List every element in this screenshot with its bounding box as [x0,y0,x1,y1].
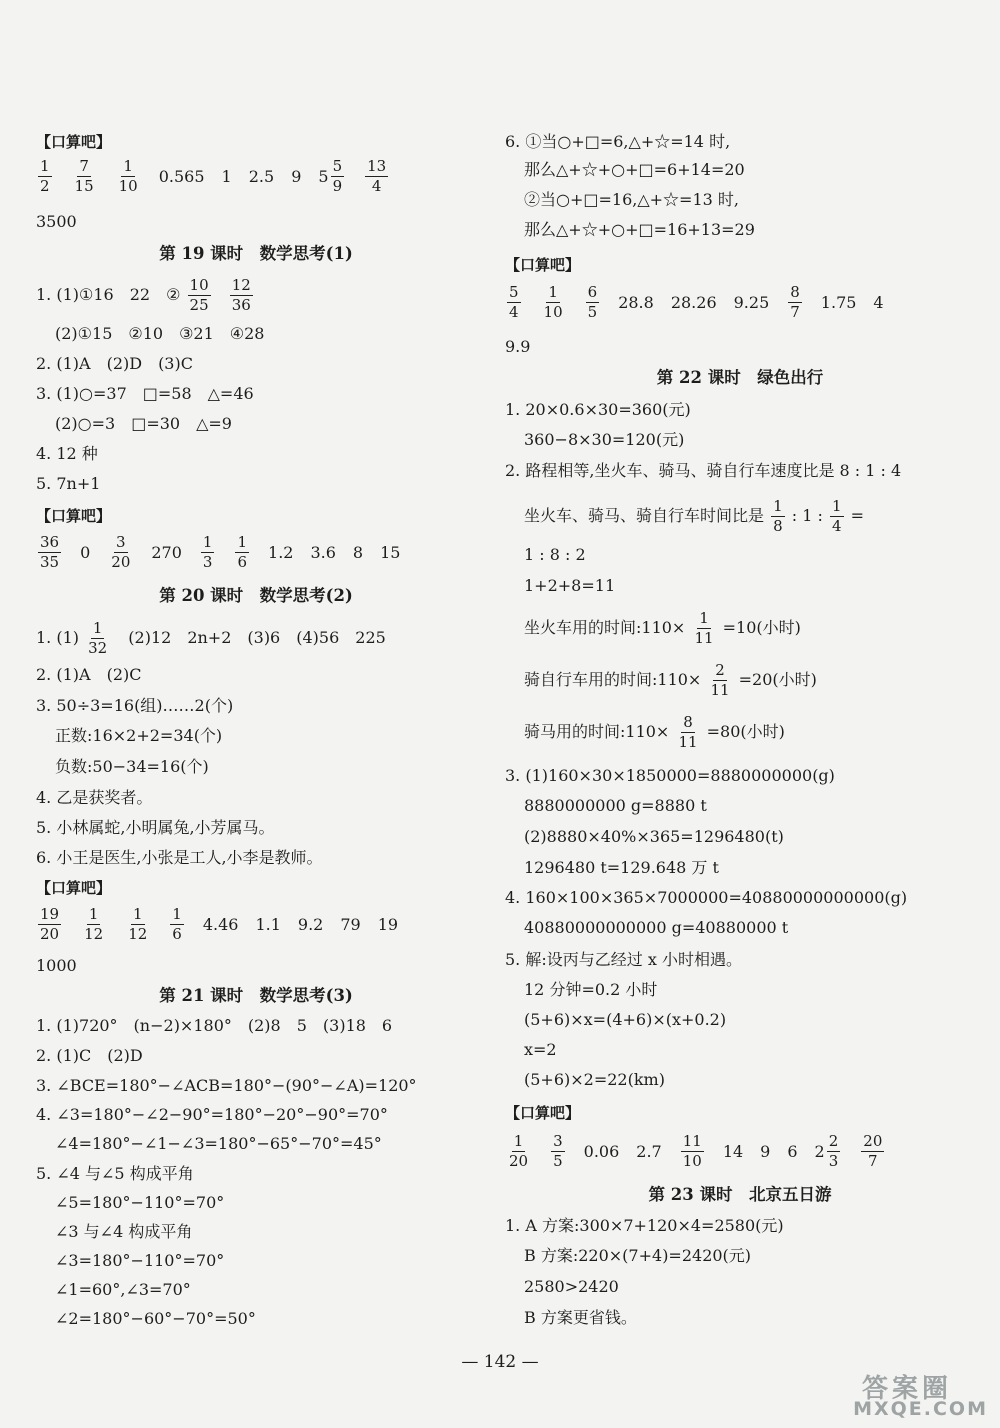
answer-line: 骑自行车用的时间:110× $\frac{2}{11}$ =20(小时) [524,661,817,699]
value-item: 9.25 [733,292,770,312]
fraction-item [505,1133,532,1170]
answer-line: 4. 12 种 [36,444,98,463]
oral-calc-row [505,284,901,321]
section-title-22: 第 22 课时 绿色出行 [656,368,824,387]
answer-line: B 方案更省钱。 [524,1308,637,1327]
answer-line: 1296480 t=129.648 万 t [524,858,719,877]
fraction [771,498,785,535]
value-item: 0.06 [583,1141,620,1161]
numerator: 19 [40,905,60,923]
answer-line: 2. 路程相等,坐火车、骑马、骑自行车速度比是 8 : 1 : 4 [505,461,902,480]
fraction-item [584,284,602,321]
numerator: 12 [231,276,251,294]
denominator: 6 [237,553,248,571]
denominator: 20 [111,553,131,571]
value-item: 28.8 [618,292,654,312]
answer-line: 2. (1)C (2)D [36,1046,143,1065]
answer-line: (2)①15 ②10 ③21 ④28 [55,324,265,343]
denominator: 5 [553,1152,563,1170]
numerator: 5 [332,157,343,175]
answer-line: 40880000000000 g=40880000 t [524,918,789,937]
numerator: 2 [715,661,725,679]
fraction [676,714,699,751]
fraction [861,1133,884,1170]
value-item: 4.46 [202,914,239,934]
answer-line: 那么△+☆+○+□=16+13=29 [524,220,755,239]
value-item: 1.75 [820,292,857,312]
oral-calc-tag: 【口算吧】 [36,507,112,525]
fraction-item [540,284,567,321]
denominator: 35 [40,553,60,571]
fraction [542,284,565,321]
numerator: 1 [548,283,558,301]
numerator: 1 [699,609,709,627]
answer-line: 1 : 8 : 2 [524,545,586,564]
answer-line: 12 分钟=0.2 小时 [524,980,658,999]
fraction-item [80,906,107,943]
answer-line: x=2 [524,1040,557,1059]
answer-line: 3. 50÷3=16(组)……2(个) [36,696,234,715]
fraction-item [199,534,217,571]
fraction [117,158,140,195]
answer-line: ②当○+□=16,△+☆=13 时, [524,190,739,209]
oral-calc-tag: 【口算吧】 [36,879,112,897]
numerator: 1 [92,619,103,637]
denominator: 3 [202,553,213,571]
denominator: 4 [831,517,842,535]
mixed-number [318,158,346,195]
denominator: 32 [88,639,108,657]
fraction [38,534,61,571]
answer-line: 360−8×30=120(元) [524,430,685,449]
answer-line: (5+6)×x=(4+6)×(x+0.2) [524,1010,727,1029]
value-item: 19 [377,914,399,934]
mixed-number-item [815,1133,843,1170]
denominator: 25 [189,296,209,314]
page-number: — 142 — [461,1352,539,1372]
fraction [86,620,109,657]
numerator: 1 [172,905,182,923]
denominator: 8 [773,517,783,535]
denominator: 7 [790,303,800,321]
answer-line: ∠5=180°−110°=70° [55,1193,225,1212]
denominator: 15 [74,177,94,195]
answer-line: 1. 20×0.6×30=360(元) [505,400,691,419]
fraction-item [786,284,804,321]
fraction-item [679,1133,706,1170]
fraction [830,498,844,535]
fraction-item [168,906,186,943]
answer-line: (2)○=3 □=30 △=9 [55,414,232,433]
answer-line: 6. ①当○+□=6,△+☆=14 时, [505,132,731,151]
oral-calc-tail: 9.9 [505,337,531,356]
watermark-logo [752,1368,992,1420]
denominator: 36 [231,296,251,314]
fraction-item [36,906,63,943]
answer-line: 正数:16×2+2=34(个) [55,726,223,745]
answer-line: 8880000000 g=8880 t [524,796,707,815]
fraction [73,158,96,195]
fraction [126,906,149,943]
denominator: 11 [694,629,714,647]
fraction-item [363,158,390,195]
numerator: 6 [587,283,598,301]
oral-calc-row [36,534,417,571]
oral-calc-row [36,158,407,195]
numerator: 2 [828,1132,839,1150]
answer-line: 3. (1)160×30×1850000=8880000000(g) [505,766,835,785]
value-item: 270 [151,542,182,562]
answer-line: 骑马用的时间:110× $\frac{8}{11}$ =80(小时) [524,713,785,751]
answer-line: 负数:50−34=16(个) [55,757,209,776]
answer-line: 5. 解:设丙与乙经过 x 小时相遇。 [505,950,742,969]
fraction-item [36,158,54,195]
fraction [692,610,715,647]
fraction-item [859,1133,886,1170]
numerator: 8 [790,283,800,301]
denominator: 7 [868,1152,878,1170]
section-title-19: 第 19 课时 数学思考(1) [159,244,353,263]
section-title-21: 第 21 课时 数学思考(3) [159,986,353,1005]
fraction [507,284,521,321]
oral-calc-row [505,1133,903,1170]
answer-line: ∠3 与∠4 构成平角 [55,1222,193,1241]
answer-line: ∠3=180°−110°=70° [55,1251,225,1270]
value-item: 28.26 [670,292,717,312]
fraction-item [36,534,63,571]
answer-line: 2. (1)A (2)D (3)C [36,354,193,373]
answer-line: 2. (1)A (2)C [36,665,142,684]
watermark-text: 答案圈 [861,1374,952,1404]
answer-line: 5. ∠4 与∠5 构成平角 [36,1164,194,1183]
fraction [235,534,249,571]
denominator: 4 [371,177,382,195]
value-item: 2.7 [636,1141,662,1161]
section-title-20: 第 20 课时 数学思考(2) [159,586,353,605]
numerator: 5 [509,283,519,301]
answer-line: 4. ∠3=180°−∠2−90°=180°−20°−90°=70° [36,1105,388,1124]
answer-line: 4. 乙是获奖者。 [36,788,153,807]
denominator: 11 [678,733,698,751]
denominator: 12 [128,925,148,943]
answer-line: ∠4=180°−∠1−∠3=180°−65°−70°=45° [55,1134,382,1153]
answer-line: ∠1=60°,∠3=70° [55,1280,191,1299]
numerator: 1 [237,533,248,551]
numerator: 1 [831,497,842,515]
numerator: 1 [773,497,783,515]
numerator: 1 [88,905,99,923]
answer-line: 坐火车用的时间:110× $\frac{1}{11}$ =10(小时) [524,609,801,647]
value-item: 9 [291,166,302,186]
numerator: 20 [863,1132,883,1150]
denominator: 12 [84,925,104,943]
answer-line: (2)8880×40%×365=1296480(t) [524,827,784,846]
oral-calc-tag: 【口算吧】 [505,256,581,274]
mixed-number-item [318,158,346,195]
value-item: 2.5 [248,166,275,186]
numerator: 3 [553,1132,563,1150]
numerator: 11 [682,1132,702,1150]
fraction [201,534,215,571]
fraction [109,534,132,571]
fraction [38,158,52,195]
fraction [681,1133,704,1170]
numerator: 1 [40,157,50,175]
answer-line: 1. A 方案:300×7+120×4=2580(元) [505,1216,784,1235]
fraction [788,284,802,321]
whole-part: 2 [814,1141,825,1161]
value-item: 14 [722,1141,744,1161]
value-item: 6 [787,1141,798,1161]
fraction-item [115,158,142,195]
value-item: 1 [221,166,232,186]
whole-part: 5 [318,166,329,186]
answer-line: 4. 160×100×365×7000000=40880000000000(g) [505,888,908,907]
oral-calc-tag: 【口算吧】 [36,133,112,151]
answer-line: 1. (1)①16 22 ② $\frac{10}{25}$ $\frac{12}{36}$ [36,276,251,314]
numerator: 3 [116,533,126,551]
fraction-item [505,284,523,321]
fraction [586,284,600,321]
fraction-item [71,158,98,195]
denominator: 5 [587,303,598,321]
numerator: 1 [132,905,143,923]
fraction-item [124,906,151,943]
value-item: 0 [80,542,91,562]
value-item: 8 [352,542,364,562]
numerator: 13 [367,157,387,175]
numerator: 10 [189,276,209,294]
answer-line: 3. (1)○=37 □=58 △=46 [36,384,254,403]
answer-line: 坐火车、骑马、骑自行车时间比是 $\frac{1}{8}$ : 1 : $\frac{1}{4}$ = [524,497,865,535]
fraction [708,662,731,699]
answer-line: 3. ∠BCE=180°−∠ACB=180°−(90°−∠A)=120° [36,1076,417,1095]
value-item: 1.2 [268,542,294,562]
fraction [365,158,388,195]
value-item: 9.2 [297,914,324,934]
fraction [230,277,253,314]
denominator: 6 [172,925,182,943]
numerator: 8 [683,713,693,731]
numerator: 7 [79,157,89,175]
denominator: 3 [828,1152,839,1170]
denominator: 20 [40,925,60,943]
denominator: 10 [543,303,563,321]
value-item: 79 [340,914,361,934]
denominator: 10 [682,1152,702,1170]
value-item: 3.6 [310,542,336,562]
answer-line: (5+6)×2=22(km) [524,1070,665,1089]
value-item: 1.1 [255,914,281,934]
denominator: 2 [40,177,50,195]
fraction-item [233,534,251,571]
numerator: 1 [123,157,133,175]
fraction-item [549,1133,567,1170]
value-item: 0.565 [158,166,205,186]
fraction [551,1133,565,1170]
fraction [188,277,211,314]
value-item: 15 [380,542,401,562]
oral-calc-tag: 【口算吧】 [505,1104,581,1122]
denominator: 11 [710,681,730,699]
denominator: 9 [332,177,343,195]
denominator: 4 [509,303,519,321]
section-title-23: 第 23 课时 北京五日游 [648,1185,832,1204]
answer-line: 1. (1) $\frac{1}{32}$ (2)12 2n+2 (3)6 (4)56 225 [36,619,386,657]
fraction [827,1133,841,1170]
answer-line: 1+2+8=11 [524,576,616,595]
answer-line: 1. (1)720° (n−2)×180° (2)8 5 (3)18 6 [36,1016,393,1035]
fraction [331,158,345,195]
answer-line: 5. 小林属蛇,小明属兔,小芳属马。 [36,818,275,837]
watermark-url: MXQE.COM [853,1398,988,1420]
numerator: 1 [202,533,213,551]
numerator: 36 [40,533,60,551]
oral-calc-tail: 1000 [36,956,77,975]
answer-line: 5. 7n+1 [36,474,101,493]
value-item: 9 [760,1141,771,1161]
fraction [170,906,184,943]
denominator: 20 [509,1152,529,1170]
fraction [82,906,105,943]
answer-line: 6. 小王是医生,小张是工人,小李是教师。 [36,848,323,867]
fraction [38,906,61,943]
oral-calc-tail: 3500 [36,212,77,231]
oral-calc-row [36,906,415,943]
denominator: 10 [118,177,138,195]
answer-line: B 方案:220×(7+4)=2420(元) [524,1246,752,1265]
answer-line: 2580>2420 [524,1277,619,1296]
mixed-number [815,1133,843,1170]
fraction [507,1133,530,1170]
fraction-item [107,534,134,571]
answer-line: ∠2=180°−60°−70°=50° [55,1309,256,1328]
value-item: 4 [873,292,884,312]
numerator: 1 [513,1132,524,1150]
answer-line: 那么△+☆+○+□=6+14=20 [524,160,745,179]
